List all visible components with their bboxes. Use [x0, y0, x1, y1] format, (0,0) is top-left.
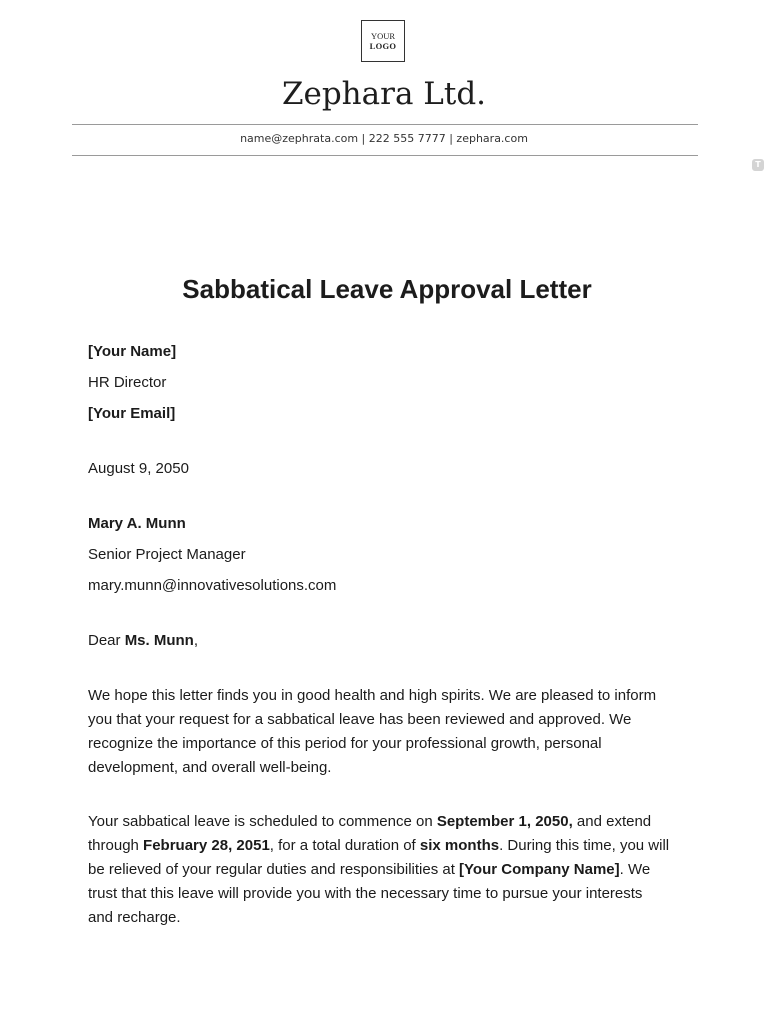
paragraph-approval [88, 684, 688, 780]
paragraph-schedule [88, 810, 688, 930]
text-run: and extend [572, 813, 652, 830]
text-tool-icon[interactable]: T [752, 159, 764, 171]
letter-date: August 9, 2050 [88, 460, 189, 477]
paragraph-line: trust that this leave will provide you with the necessary time to pursue your interests [88, 885, 643, 902]
paragraph-line: development, and overall well-being. [88, 759, 332, 776]
paragraph-line: you that your request for a sabbatical leave has been reviewed and approved. We [88, 711, 632, 728]
paragraph-line: and recharge. [88, 909, 181, 926]
paragraph-line [88, 834, 688, 858]
salutation [88, 629, 198, 653]
sender-position: HR Director [88, 374, 167, 391]
paragraph-line: recognize the importance of this period for your professional growth, personal [88, 735, 602, 752]
text-run: Your sabbatical leave is scheduled to commence on [88, 813, 437, 830]
sender-email: [Your Email] [88, 405, 176, 422]
company-placeholder: [Your Company Name] [459, 861, 620, 878]
paragraph-line: We hope this letter finds you in good health and high spirits. We are pleased to inform [88, 687, 657, 704]
text-run: . During this time, you will [499, 837, 670, 854]
paragraph-line [88, 858, 688, 882]
sender-name: [Your Name] [88, 343, 177, 360]
header-divider-top [72, 124, 698, 125]
logo-line-2: LOGO [369, 41, 397, 51]
start-date: September 1, 2050, [436, 813, 573, 830]
company-contact: name@zephrata.com | 222 555 7777 | zephara.com [240, 132, 528, 145]
end-date: February 28, 2051 [143, 837, 270, 854]
text-run: . We [619, 861, 651, 878]
recipient-name: Mary A. Munn [88, 515, 186, 532]
logo-line-1: YOUR [370, 31, 396, 41]
paragraph-line [88, 810, 688, 834]
text-run: , for a total duration of [269, 837, 420, 854]
recipient-email: mary.munn@innovativesolutions.com [88, 577, 337, 594]
text-run: be relieved of your regular duties and responsibilities at [88, 861, 460, 878]
letter-title: Sabbatical Leave Approval Letter [182, 274, 592, 304]
leave-duration: six months [419, 837, 500, 854]
salutation-suffix: , [193, 632, 199, 649]
text-run: through [88, 837, 144, 854]
recipient-position: Senior Project Manager [88, 546, 246, 563]
salutation-name: Ms. Munn [124, 632, 194, 649]
header-divider-bottom [72, 155, 698, 156]
salutation-prefix: Dear [88, 632, 125, 649]
company-name: Zephara Ltd. [281, 76, 487, 112]
company-logo [361, 20, 405, 62]
